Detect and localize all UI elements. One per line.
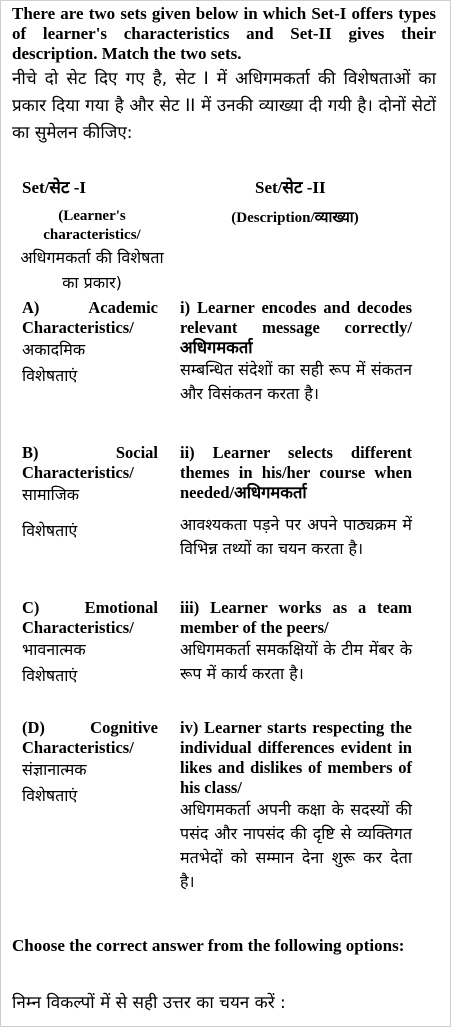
item-hindi-1: भावनात्मक [22,640,86,659]
item-label: A) [22,298,40,317]
set1-item-d [22,718,158,808]
set1-subheading-english: (Learner's characteristics/ [43,208,141,243]
choose-instruction-hindi: निम्न विकल्पों में से सही उत्तर का चयन करें : [12,993,286,1013]
item-label: C) [22,598,40,617]
set2-heading: Set/सेट -II [255,178,326,197]
set1-item-a [22,298,158,388]
item-characteristics: Characteristics/ [22,618,134,637]
set1-subheading-hindi: अधिगमकर्ता की विशेषता का प्रकार) [20,248,164,292]
set2-item-i [180,298,412,406]
item-characteristics: Characteristics/ [22,738,134,757]
item-description-english: iii) Learner works as a team member of the peers/ [180,598,412,637]
question-text-english: There are two sets given below in which Set-I offers types of learner's characteristics and Set-II gives their description. Match the two sets. [12,4,436,63]
set2-item-iii [180,598,412,686]
item-word: Social [115,443,158,462]
item-description-hindi: आवश्यकता पड़ने पर अपने पाठ्यक्रम में विभिन्न तथ्यों का चयन करता है। [180,515,412,558]
item-hindi-1: संज्ञानात्मक [22,760,87,779]
item-hindi-2: विशेषताएं [22,666,78,685]
item-word: Cognitive [90,718,158,737]
set1-subheading [12,207,172,295]
item-description-english: iv) Learner starts respecting the individual differences evident in likes and dislikes of members of his class/ [180,718,412,797]
set2-item-iv [180,718,412,894]
item-description-hindi: अधिगमकर्ता अपनी कक्षा के सदस्यों की पसंद और नापसंद की दृष्टि से व्यक्तिगत मतभेदों को सम्मान देना शुरू कर देता है। [180,800,412,891]
item-description-hindi: सम्बन्धित संदेशों का सही रूप में संकतन और विसंकतन करता है। [180,360,412,403]
item-label: (D) [22,718,45,737]
set1-heading: Set/सेट -I [22,178,86,197]
item-word: Emotional [84,598,158,617]
set1-item-b [22,443,158,543]
question-text-hindi: नीचे दो सेट दिए गए है, सेट I में अधिगमकर्ता की विशेषताओं का प्रकार दिया गया है और सेट II में उनकी व्याख्या दी गयी है। दोनों सेटों का सुमेलन कीजिए: [12,69,436,143]
item-hindi-2: विशेषताएं [22,786,78,805]
set2-subheading: (Description/व्याख्या) [231,210,359,226]
item-word: Academic [88,298,158,317]
item-hindi-1: अकादमिक [22,340,86,359]
item-hindi-1: सामाजिक [22,485,79,504]
item-characteristics: Characteristics/ [22,318,134,337]
item-description-english: i) Learner encodes and decodes relevant message correctly/अधिगमकर्ता [180,298,412,357]
item-description-english: ii) Learner selects different themes in his/her course when needed/अधिगमकर्ता [180,443,412,502]
item-characteristics: Characteristics/ [22,463,134,482]
item-label: B) [22,443,39,462]
item-hindi-2: विशेषताएं [22,366,78,385]
item-description-hindi: अधिगमकर्ता समकक्षियों के टीम मेंबर के रूप में कार्य करता है। [180,640,412,683]
set1-item-c [22,598,158,688]
item-hindi-2: विशेषताएं [22,521,78,540]
choose-instruction-english: Choose the correct answer from the following options: [12,936,405,955]
set2-item-ii [180,443,412,561]
